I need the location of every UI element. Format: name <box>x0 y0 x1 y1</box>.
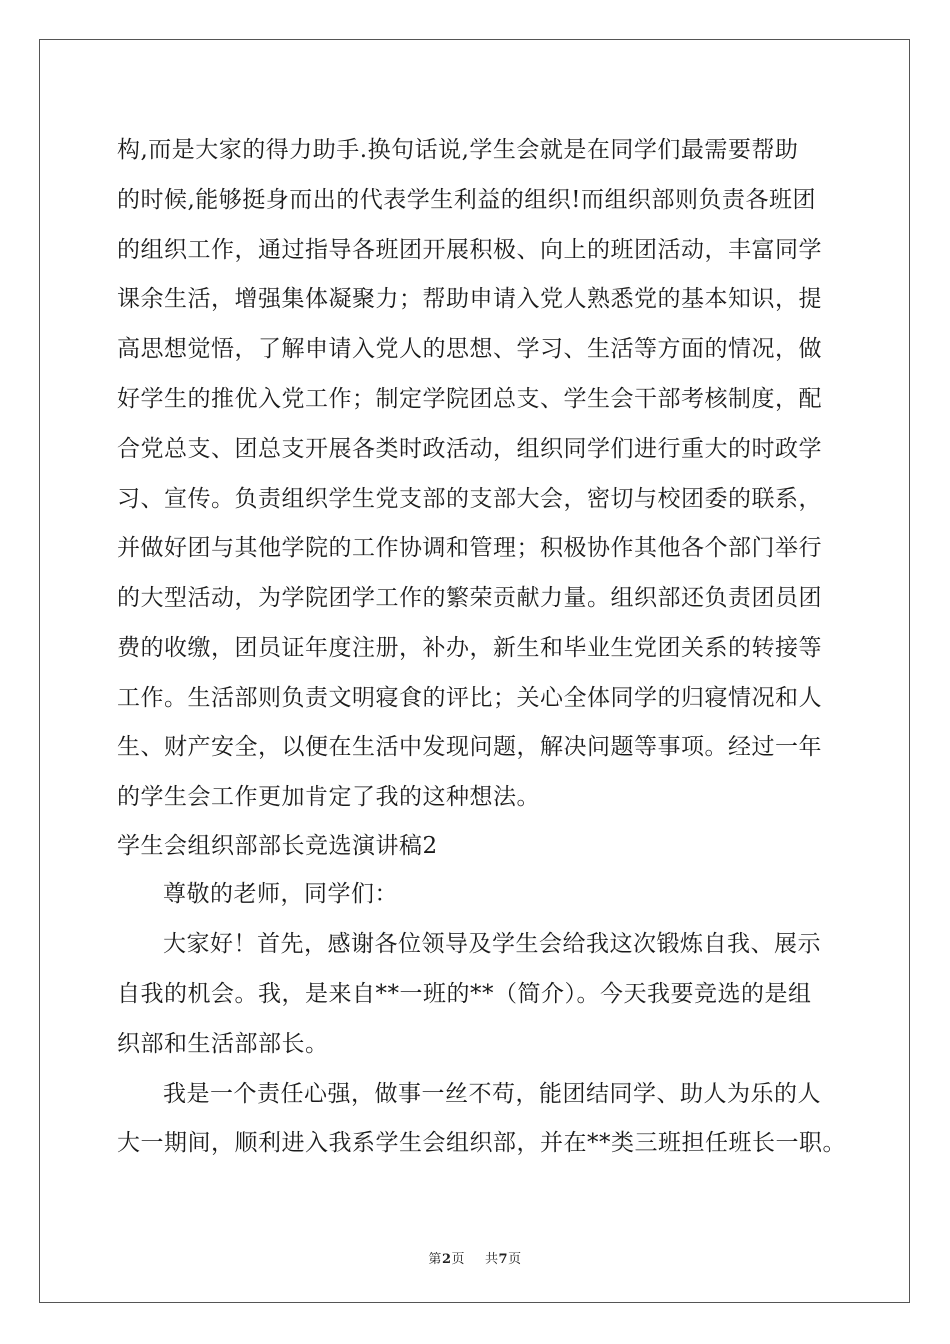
page-current: 2 <box>441 1252 452 1267</box>
body-line-5: 高思想觉悟，了解申请入党人的思想、学习、生活等方面的情况，做 <box>117 336 822 362</box>
body-line-3: 的组织工作，通过指导各班团开展积极、向上的班团活动，丰富同学 <box>117 237 822 263</box>
total-suffix: 页 <box>508 1252 522 1267</box>
page-footer <box>0 1248 950 1267</box>
para1-line-1: 大家好！首先，感谢各位领导及学生会给我这次锻炼自我、展示 <box>163 931 821 957</box>
body-line-14: 的学生会工作更加肯定了我的这种想法。 <box>117 784 540 810</box>
section-heading: 学生会组织部部长竞选演讲稿2 <box>117 833 438 859</box>
body-line-11: 费的收缴，团员证年度注册，补办，新生和毕业生党团关系的转接等 <box>117 635 822 661</box>
body-line-9: 并做好团与其他学院的工作协调和管理；积极协作其他各个部门举行 <box>117 535 822 561</box>
page-mid: 页 <box>451 1252 465 1267</box>
body-line-13: 生、财产安全，以便在生活中发现问题，解决问题等事项。经过一年 <box>117 734 822 760</box>
body-line-7: 合党总支、团总支开展各类时政活动，组织同学们进行重大的时政学 <box>117 436 822 462</box>
page-prefix: 第 <box>428 1252 442 1267</box>
para2-line-1: 我是一个责任心强，做事一丝不苟，能团结同学、助人为乐的人 <box>163 1081 821 1107</box>
body-line-8: 习、宣传。负责组织学生党支部的支部大会，密切与校团委的联系， <box>117 486 822 512</box>
para1-line-2: 自我的机会。我，是来自**一班的**（简介）。今天我要竞选的是组 <box>117 981 812 1007</box>
para1-line-3: 织部和生活部部长。 <box>117 1031 329 1057</box>
body-line-1: 构,而是大家的得力助手.换句话说,学生会就是在同学们最需要帮助 <box>117 137 799 163</box>
body-line-6: 好学生的推优入党工作；制定学院团总支、学生会干部考核制度，配 <box>117 386 822 412</box>
body-line-4: 课余生活，增强集体凝聚力；帮助申请入党人熟悉党的基本知识，提 <box>117 286 822 312</box>
page-border <box>39 39 910 1303</box>
body-line-2: 的时候,能够挺身而出的代表学生利益的组织!而组织部则负责各班团 <box>117 187 817 213</box>
page-total: 7 <box>498 1252 509 1267</box>
body-line-10: 的大型活动，为学院团学工作的繁荣贡献力量。组织部还负责团员团 <box>117 585 822 611</box>
salutation: 尊敬的老师，同学们： <box>163 881 398 907</box>
para2-line-2: 大一期间，顺利进入我系学生会组织部，并在**类三班担任班长一职。 <box>117 1130 846 1156</box>
body-line-12: 工作。生活部则负责文明寝食的评比；关心全体同学的归寝情况和人 <box>117 685 822 711</box>
total-prefix: 共 <box>485 1252 499 1267</box>
